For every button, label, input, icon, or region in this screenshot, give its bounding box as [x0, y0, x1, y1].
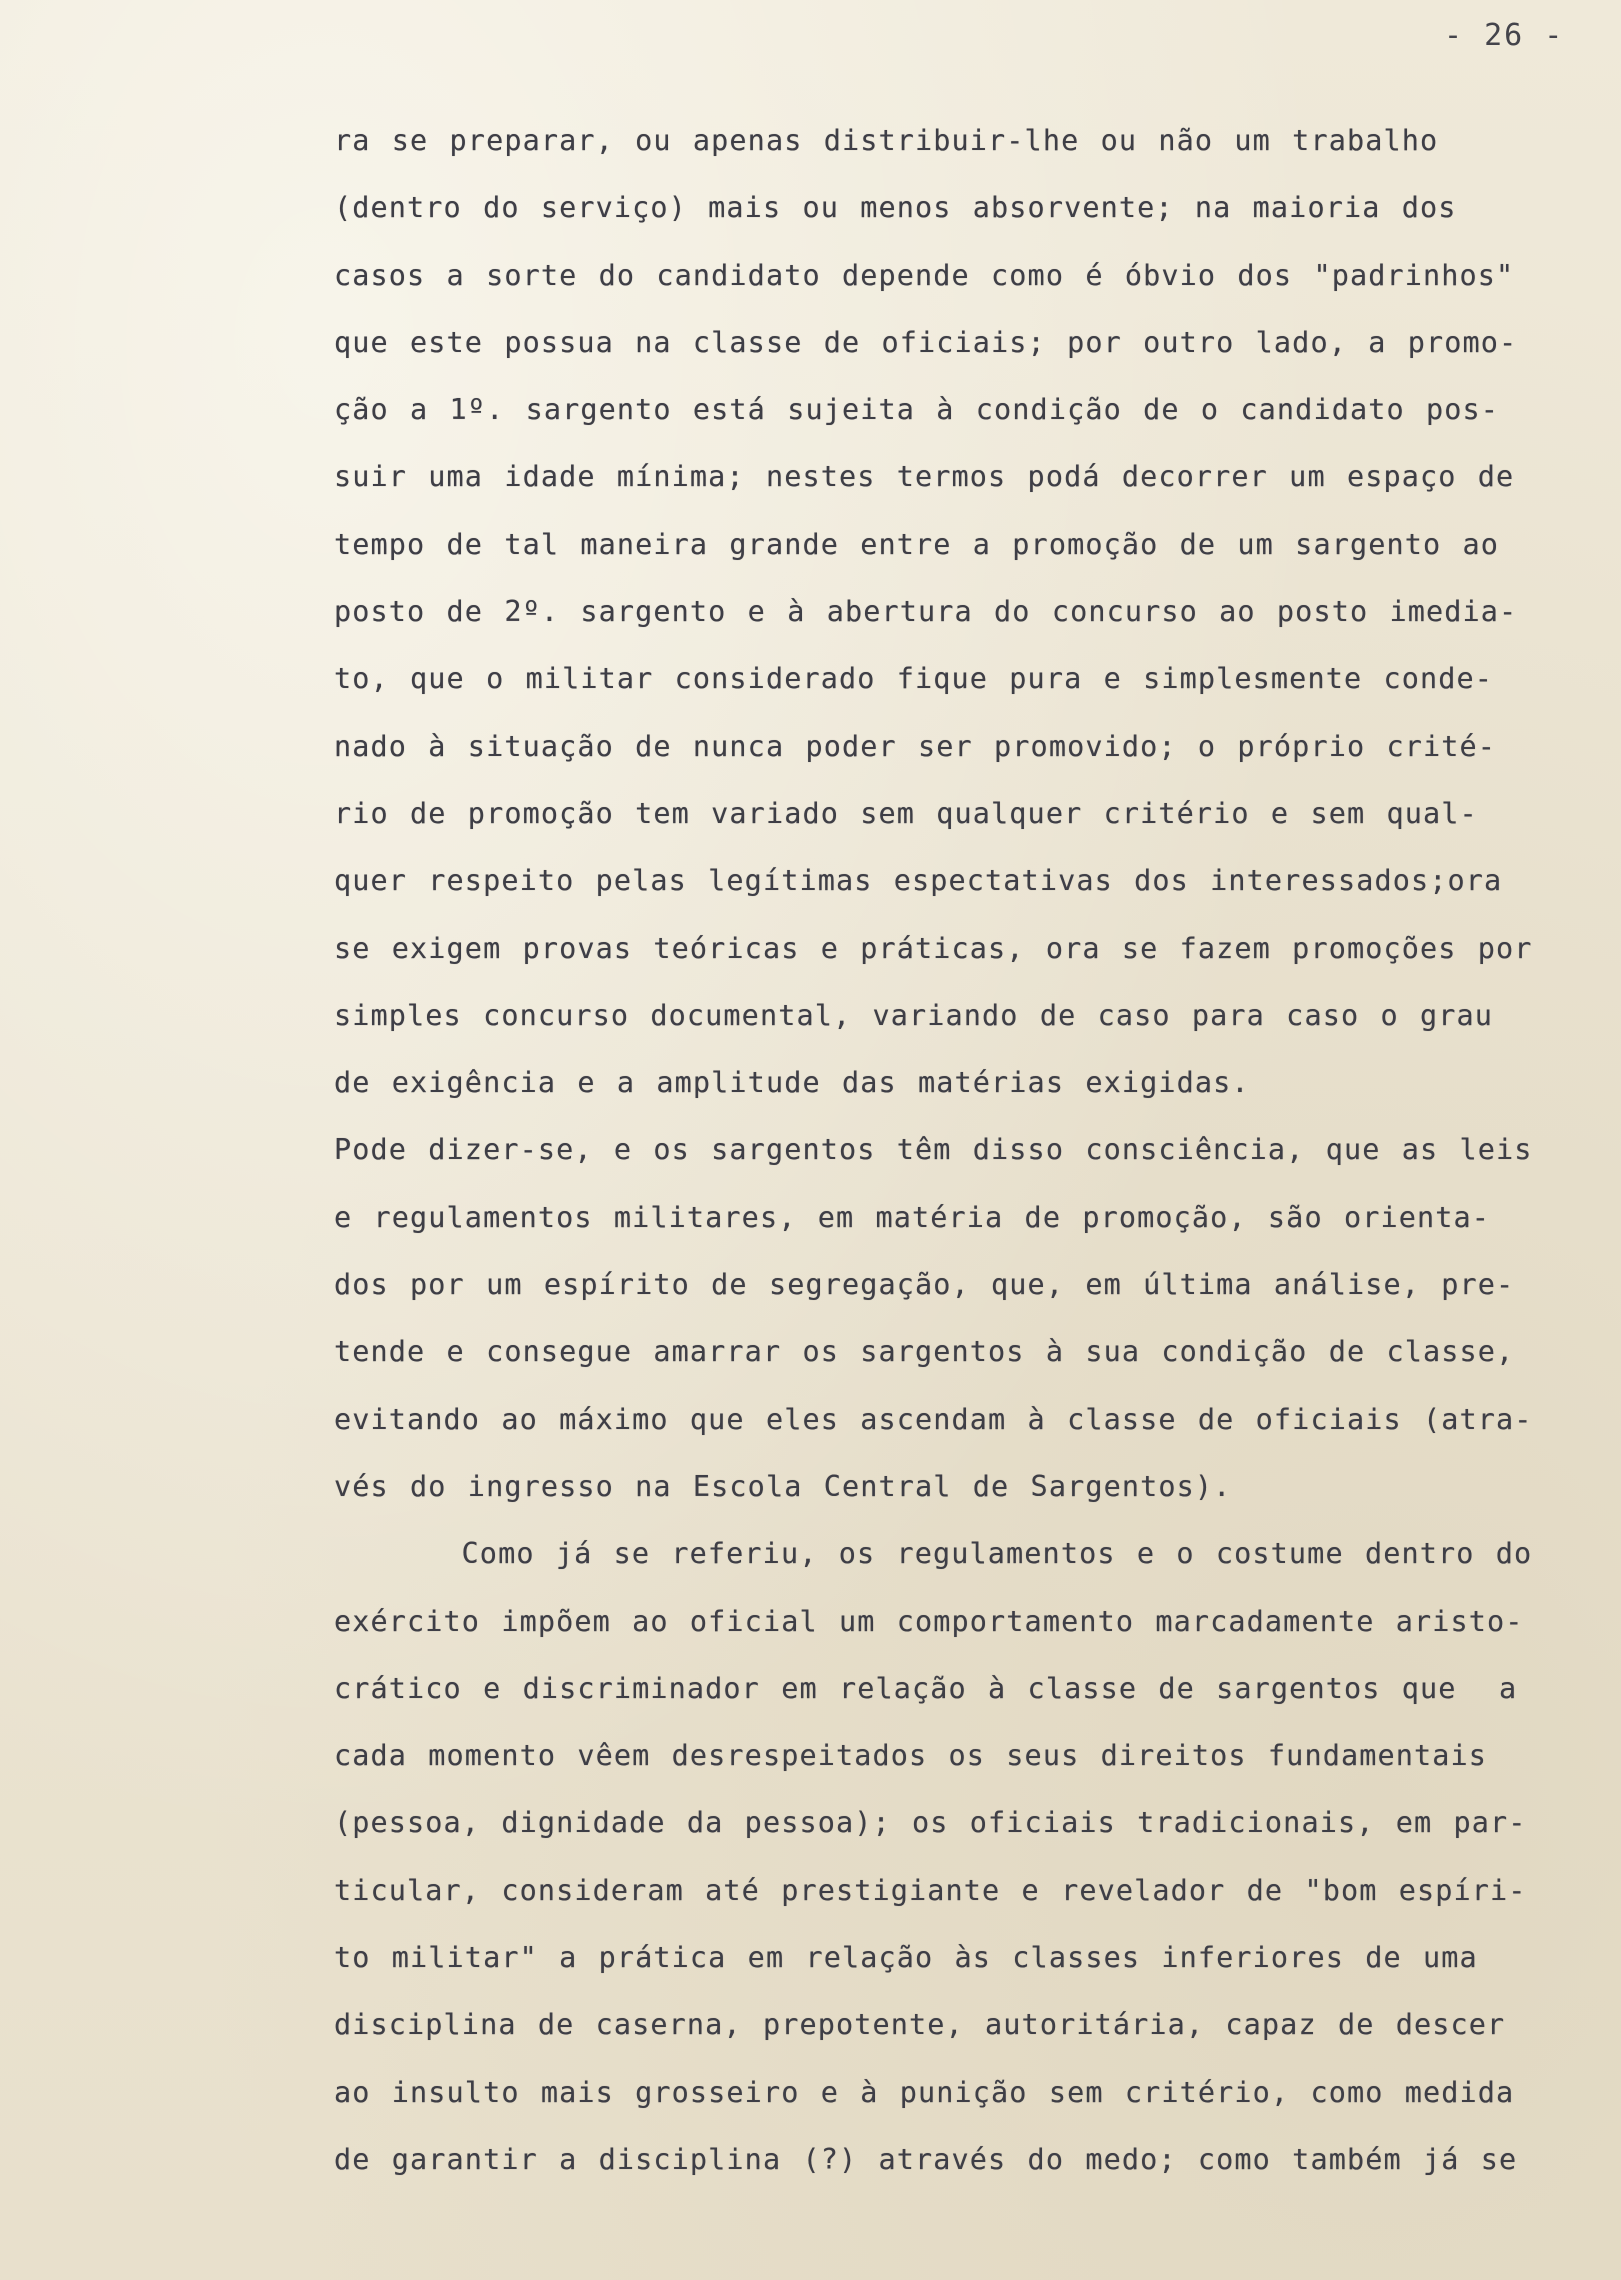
text-line: ao insulto mais grosseiro e à punição sem critério, como medida: [334, 2075, 1515, 2109]
text-line: ra se preparar, ou apenas distribuir-lhe ou não um trabalho: [334, 124, 1439, 157]
text-line: nado à situação de nunca poder ser promovido; o próprio crité-: [334, 729, 1497, 763]
text-line: to militar" a prática em relação às classes inferiores de uma: [334, 1941, 1478, 1975]
text-line: Como já se referiu, os regulamentos e o costume dentro do: [334, 1537, 1533, 1571]
text-line: (pessoa, dignidade da pessoa); os oficiais tradicionais, em par-: [334, 1806, 1527, 1840]
text-line: e regulamentos militares, em matéria de promoção, são orienta-: [334, 1200, 1491, 1234]
text-line: Pode dizer-se, e os sargentos têm disso consciência, que as leis: [334, 1133, 1533, 1167]
page-number: - 26 -: [1444, 18, 1565, 53]
text-line: ção a 1º. sargento está sujeita à condição de o candidato pos-: [334, 393, 1500, 427]
document-body: [334, 116, 1614, 2202]
text-line: quer respeito pelas legítimas espectativas dos interessados;ora: [334, 864, 1503, 898]
text-line: posto de 2º. sargento e à abertura do concurso ao posto imedia-: [334, 595, 1518, 629]
text-line: to, que o militar considerado fique pura e simplesmente conde-: [334, 662, 1494, 696]
text-line: que este possua na classe de oficiais; por outro lado, a promo-: [334, 325, 1518, 359]
text-line: simples concurso documental, variando de caso para caso o grau: [334, 998, 1494, 1032]
text-line: crático e discriminador em relação à classe de sargentos que a: [334, 1671, 1518, 1705]
text-line: ticular, consideram até prestigiante e revelador de "bom espíri-: [334, 1873, 1527, 1907]
text-line: de garantir a disciplina (?) através do medo; como também já se: [334, 2142, 1518, 2176]
text-line: cada momento vêem desrespeitados os seus direitos fundamentais: [334, 1739, 1488, 1773]
text-line: tempo de tal maneira grande entre a promoção de um sargento ao: [334, 527, 1500, 561]
text-line: evitando ao máximo que eles ascendam à classe de oficiais (atra-: [334, 1402, 1533, 1436]
text-line: tende e consegue amarrar os sargentos à sua condição de classe,: [334, 1335, 1515, 1369]
text-line: casos a sorte do candidato depende como é óbvio dos "padrinhos": [334, 258, 1515, 292]
text-line: disciplina de caserna, prepotente, autoritária, capaz de descer: [334, 2008, 1506, 2042]
text-line: suir uma idade mínima; nestes termos podá decorrer um espaço de: [334, 460, 1515, 494]
text-line: se exigem provas teóricas e práticas, ora se fazem promoções por: [334, 931, 1533, 965]
text-line: rio de promoção tem variado sem qualquer critério e sem qual-: [334, 796, 1478, 830]
text-line: de exigência e a amplitude das matérias exigidas.: [334, 1066, 1250, 1100]
text-line: exército impõem ao oficial um comportamento marcadamente aristo-: [334, 1604, 1524, 1638]
text-line: dos por um espírito de segregação, que, em última análise, pre-: [334, 1268, 1515, 1302]
text-line: (dentro do serviço) mais ou menos absorvente; na maioria dos: [334, 191, 1457, 225]
text-line: vés do ingresso na Escola Central de Sargentos).: [334, 1469, 1232, 1503]
